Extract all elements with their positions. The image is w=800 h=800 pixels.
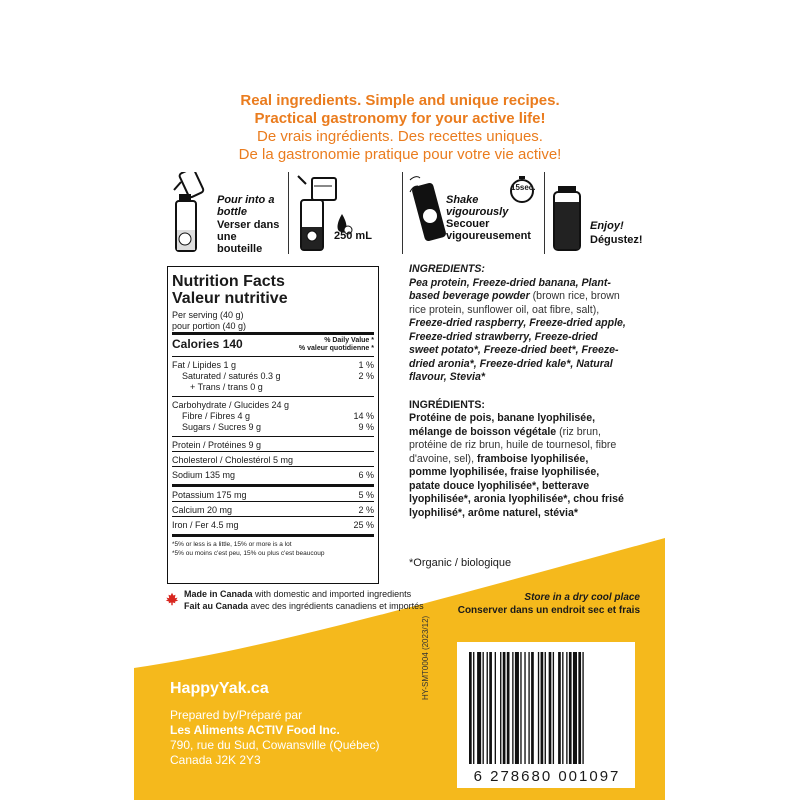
manufacturer-info: [170, 708, 379, 768]
storage-fr: Conserver dans un endroit sec et frais: [457, 605, 640, 616]
ingredients-en-part1: Pea protein, Freeze-dried banana, Plant-based beverage powder: [409, 276, 611, 302]
nf-sugars: Sugars / Sucres 9 g: [182, 422, 262, 432]
ingredients-heading-fr: INGRÉDIENTS:: [409, 398, 485, 411]
nf-calcium: Calcium 20 mg: [172, 505, 233, 515]
made-in-en-rest: with domestic and imported ingredients: [252, 589, 412, 599]
step-add-water: [292, 172, 400, 252]
nf-saturated: Saturated / saturés 0.3 g: [182, 371, 281, 381]
nf-fat: Fat / Lipides 1 g: [172, 360, 237, 370]
timer-label: 15sec.: [511, 183, 536, 192]
step4-fr: Dégustez!: [590, 234, 643, 246]
website-link[interactable]: HappyYak.ca: [170, 680, 269, 697]
pour-bottle-icon: [165, 172, 225, 252]
nf-sodium-dv: 6 %: [358, 470, 374, 480]
ingredients-fr-part1: Protéine de pois, banane lyophilisée, mélange de boisson végétale: [409, 412, 596, 438]
nf-potassium-dv: 5 %: [358, 490, 374, 500]
nf-iron: Iron / Fer 4.5 mg: [172, 520, 239, 530]
full-bottle-icon: [550, 172, 586, 252]
barcode-bars: [467, 652, 627, 764]
made-in-en-bold: Made in Canada: [184, 589, 253, 599]
nf-dv-en: % Daily Value *: [324, 337, 374, 344]
storage-en: Store in a dry cool place: [524, 592, 640, 603]
made-in-fr-rest: avec des ingrédients canadiens et importés: [248, 601, 424, 611]
nf-footnote-fr: *5% ou moins c'est peu, 15% ou plus c'est beaucoup: [172, 550, 325, 557]
step3-en: Shake vigourously: [446, 194, 509, 218]
nf-fibre-dv: 14 %: [353, 411, 374, 421]
ingredients-en-part2: (brown rice, brown rice protein, sunflower oil, oat fibre, salt),: [409, 290, 620, 316]
nf-footnote-en: *5% or less is a little, 15% or more is a lot: [172, 541, 292, 548]
nf-fat-dv: 1 %: [358, 360, 374, 370]
prepared-by: Prepared by/Préparé par: [170, 708, 303, 722]
tagline-fr-2: De la gastronomie pratique pour votre vie active!: [238, 146, 562, 163]
nf-title-en: Nutrition Facts: [172, 273, 285, 290]
barcode-number: 6 278680 001097: [473, 768, 621, 785]
organic-note: *Organic / biologique: [409, 557, 512, 569]
nf-saturated-dv: 2 %: [358, 371, 374, 381]
nf-fibre: Fibre / Fibres 4 g: [182, 411, 251, 421]
barcode: [457, 642, 635, 788]
shaker-bottle-icon: [408, 172, 448, 252]
company-name: Les Aliments ACTIV Food Inc.: [170, 723, 340, 737]
nf-calories: Calories 140: [172, 337, 243, 351]
step3-fr: Secouer vigoureusement: [446, 218, 531, 242]
step-divider: [288, 172, 289, 254]
nf-dv-fr: % valeur quotidienne *: [298, 345, 374, 352]
step1-fr: Verser dans une bouteille: [217, 219, 280, 255]
ingredients-fr-part2: (riz brun, protéine de riz brun, huile de tournesol, fibre d'avoine, sel),: [409, 425, 617, 465]
nf-cholesterol: Cholesterol / Cholestérol 5 mg: [172, 455, 294, 465]
ingredients-heading-en: INGREDIENTS:: [409, 263, 485, 275]
address-line-2: Canada J2K 2Y3: [170, 753, 261, 767]
nf-calcium-dv: 2 %: [358, 505, 374, 515]
nf-serving-en: Per serving (40 g): [172, 310, 244, 320]
nf-serving-fr: pour portion (40 g): [172, 321, 247, 331]
made-in-canada: [184, 588, 424, 612]
tagline-fr-1: De vrais ingrédients. Des recettes uniques.: [257, 128, 543, 145]
ingredients-en-part3: Freeze-dried raspberry, Freeze-dried apple, Freeze-dried strawberry, Freeze-dried sweet potato*, Freeze-dried beet*, Freeze-dried aronia*, Freeze-dried kale*, Natural flavour, Stevia*: [409, 317, 626, 383]
step-shake: [408, 172, 540, 252]
made-in-fr-bold: Fait au Canada: [184, 601, 249, 611]
storage-instructions: [458, 591, 640, 617]
tagline-en-2: Practical gastronomy for your active life!: [254, 110, 546, 127]
ingredients-en: [409, 263, 627, 385]
ingredients-block: [409, 263, 627, 520]
nf-title-fr: Valeur nutritive: [172, 290, 288, 307]
nf-carbohydrate: Carbohydrate / Glucides 24 g: [172, 400, 290, 410]
step-pour: [165, 172, 285, 255]
maple-leaf-icon: [165, 592, 179, 606]
step-divider: [544, 172, 545, 254]
product-code: HY-SMT0004 (2023/12): [421, 615, 430, 700]
nf-iron-dv: 25 %: [353, 520, 374, 530]
nf-sodium: Sodium 135 mg: [172, 470, 236, 480]
tagline-en-1: Real ingredients. Simple and unique recipes.: [240, 92, 560, 109]
nf-protein: Protein / Protéines 9 g: [172, 440, 262, 450]
step4-en: Enjoy!: [590, 220, 624, 232]
nf-trans: + Trans / trans 0 g: [190, 382, 263, 392]
step-enjoy: [550, 172, 643, 252]
address-line-1: 790, rue du Sud, Cowansville (Québec): [170, 738, 380, 752]
ingredients-fr-part3: framboise lyophilisée, pomme lyophilisée, fraise lyophilisée, patate douce lyophilisée*, betterave lyophilisée*, aronia lyophilisée*, chou frisé lyophilisé*, arôme naturel, stévia*: [409, 452, 624, 519]
nf-potassium: Potassium 175 mg: [172, 490, 247, 500]
ingredients-fr: [409, 399, 627, 521]
step1-en: Pour into a bottle: [217, 194, 275, 218]
nf-sugars-dv: 9 %: [358, 422, 374, 432]
step2-volume: 250 mL: [334, 230, 372, 242]
nutrition-facts-table: [167, 266, 379, 584]
step-divider: [402, 172, 403, 254]
